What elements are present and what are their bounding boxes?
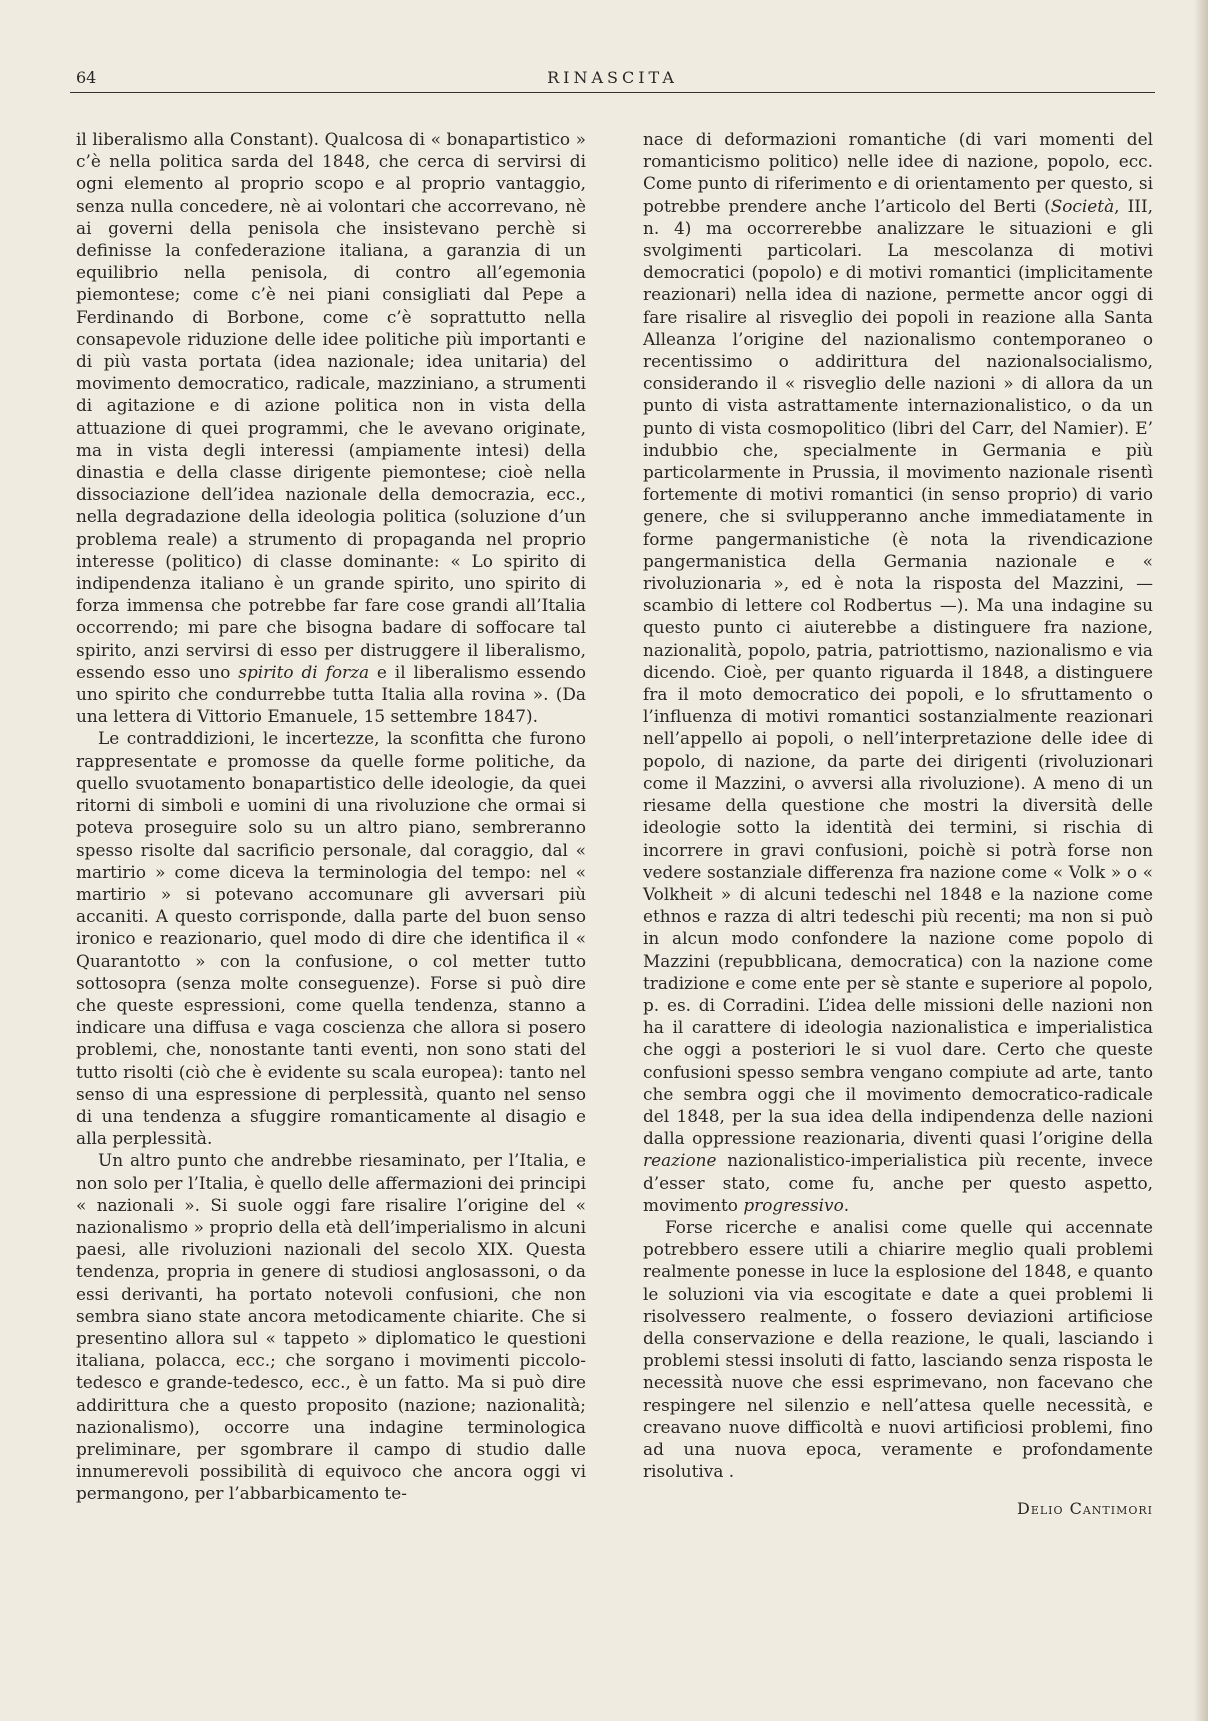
paragraph-4-emphasis-c: progressivo (743, 1194, 844, 1215)
paragraph-4 (643, 128, 1153, 1216)
paragraph-4-text-c: nazionalistico-imperialistica più recente, invece d’esser stato, come fu, anche per questo aspetto, movimento (643, 1150, 1153, 1215)
paragraph-4-text-b: , III, n. 4) ma occorrerebbe analizzare le situazioni e gli svolgimenti particolari. La mescolanza di motivi democratici (popolo) e di motivi romantici (implicitamente reazionari) nella idea di nazione, permette ancor oggi di fare risalire al risveglio dei popoli in reazione alla Santa Alleanza l’origine del nazionalismo contemporaneo o recentissimo o addirittura del nazionalsocialismo, considerando il « risveglio delle nazioni » di allora da un punto di vista astrattamente internazionalistico, o da un punto di vista cosmopolitico (libri del Carr, del Namier). E’ indubbio che, specialmente in Germania e più particolarmente in Prussia, il movimento nazionale risentì fortemente di motivi romantici (in senso proprio) di vario genere, che si svilupperanno anche immediatamente in forme pangermanistiche (è nota la rivendicazione pangermanistica della Germania nazionale e « rivoluzionaria », ed è nota la risposta del Mazzini, — scambio di lettere col Rodbertus —). Ma una indagine su questo punto ci aiuterebbe a distinguere fra nazione, nazionalità, popolo, patria, patriottismo, nazionalismo e via dicendo. Cioè, per quanto riguarda il 1848, a distinguere fra il moto democratico dei popoli, e lo sfruttamento o l’influenza di motivi romantici sostanzialmente reazionari nell’appello ai popoli, o nell’interpretazione delle idee di popolo, di nazione, da parte dei dirigenti (rivoluzionari come il Mazzini, o avversi alla rivoluzione). A meno di un riesame della questione che mostri la diversità delle ideologie sotto la identità dei termini, si rischia di incorrere in gravi confusioni, poichè si potrà forse non vedere sostanziale differenza fra nazione come « Volk » o « Volkheit » di alcuni tedeschi nel 1848 e la nazione come ethnos e razza di altri tedeschi più recenti; ma non si può in alcun modo confondere la nazione come popolo di Mazzini (repubblicana, democratica) con la nazione come tradizione e come ente per sè stante e superiore al popolo, p. es. di Corradini. L’idea delle missioni delle nazioni non ha il carattere di ideologia nazionalistica e imperialistica che oggi a posteriori le si vuol dare. Certo che queste confusioni spesso sembra vengano compiute ad arte, tanto che sembra oggi che il movimento democratico-radicale del 1848, per la sua idea della indipendenza delle nazioni dalla oppressione reazionaria, diventi quasi l’origine della (643, 195, 1153, 1149)
paragraph-4-text-d: . (843, 1194, 850, 1215)
left-column (76, 128, 586, 1505)
paragraph-4-text-a: nace di deformazioni romantiche (di vari momenti del romanticismo politico) nelle idee di nazione, popolo, ecc. Come punto di riferimento e di orientamento per questo, si potrebbe prendere anche l’articolo del Berti ( (643, 129, 1153, 216)
page-header (70, 60, 1155, 100)
author-signature: Delio Cantimori (1016, 1499, 1153, 1519)
paragraph-1-emphasis: spirito di forza (238, 661, 370, 682)
header-rule (70, 92, 1155, 93)
paragraph-1-text: il liberalismo alla Constant). Qualcosa di « bonapartistico » c’è nella politica sarda del 1848, che cerca di servirsi di ogni elemento al proprio scopo e al proprio vantaggio, senza nulla concedere, nè ai volontari che accorrevano, nè ai governi della penisola che insistevano perchè si definisse la confederazione italiana, a garanzia di un equilibrio nella penisola, di contro all’egemonia piemontese; come c’è nei piani consigliati dal Pepe a Ferdinando di Borbone, come c’è soprattutto nella consapevole riduzione delle idee politiche più importanti e di più vasta portata (idea nazionale; idea unitaria) del movimento democratico, radicale, mazziniano, a strumenti di agitazione e di azione politica non in vista della attuazione di quei programmi, che le avevano originate, ma in vista degli interessi (ampiamente intesi) della dinastia e della classe dirigente piemontese; cioè nella dissociazione dell’idea nazionale della democrazia, ecc., nella degradazione della ideologia politica (soluzione d’un problema reale) a strumento di propaganda nel proprio interesse (politico) di classe dominante: « Lo spirito di indipendenza italiano è un grande spirito, uno spirito di forza immensa che potrebbe far fare cose grandi all’Italia occorrendo; mi pare che bisogna badare di soffocare tal spirito, anzi servirsi di esso per distruggere il liberalismo, essendo esso uno (76, 129, 586, 682)
paragraph-4-emphasis-a: Società (1050, 195, 1115, 216)
running-title: RINASCITA (547, 68, 678, 87)
paragraph-1 (76, 128, 586, 727)
paragraph-5: Forse ricerche e analisi come quelle qui accennate potrebbero essere utili a chiarire meglio quali problemi realmente ponesse in luce la esplosione del 1848, e quanto le soluzioni via via escogitate e date a quei problemi li risolvessero realmente, o fossero deviazioni artificiose della conservazione e della reazione, le quali, lasciando i problemi stessi insoluti di fatto, lasciando senza risposta le necessità nuove che essi esprimevano, non facevano che respingere nel silenzio e nell’attesa quelle necessità, e creavano nuove difficoltà e nuovi artificiosi problemi, fino ad una nuova epoca, veramente e profondamente risolutiva . (643, 1216, 1153, 1482)
paragraph-3: Un altro punto che andrebbe riesaminato, per l’Italia, e non solo per l’Italia, è quello delle affermazioni dei principi « nazionali ». Si suole oggi fare risalire l’origine del « nazionalismo » proprio della età dell’imperialismo in alcuni paesi, alle rivoluzioni nazionali del secolo XIX. Questa tendenza, propria in genere di studiosi anglosassoni, o da essi derivanti, ha portato notevoli confusioni, che non sembra siano state ancora metodicamente chiarite. Che si presentino allora sul « tappeto » diplomatico le questioni italiana, polacca, ecc.; che sorgano i movimenti piccolo-tedesco e grande-tedesco, ecc., è un fatto. Ma si può dire addirittura che a questo proposito (nazione; nazionalità; nazionalismo), occorre una indagine terminologica preliminare, per sgombrare il campo di studio dalle innumerevoli possibilità di equivoco che ancora oggi vi permangono, per l’abbarbicamento te- (76, 1150, 586, 1504)
paragraph-4-emphasis-b: reazione (643, 1150, 717, 1171)
right-column (643, 128, 1153, 1521)
page-edge-shadow (1194, 0, 1208, 1721)
page-number: 64 (76, 68, 97, 87)
paragraph-1-end: e il liberalismo essendo uno spirito che condurrebbe tutta Italia alla rovina ». (Da una lettera di Vittorio Emanuele, 15 settembre 1847). (76, 661, 586, 727)
paragraph-2: Le contraddizioni, le incertezze, la sconfitta che furono rappresentate e promosse da quelle forme politiche, da quello svuotamento bonapartistico delle ideologie, da quei ritorni di simboli e uomini di una rivoluzione che ormai si poteva proseguire solo su un altro piano, sembreranno spesso risolte dal sacrificio personale, dal coraggio, dal « martirio » come diceva la terminologia del tempo: nel « martirio » si potevano accomunare gli avversari più accaniti. A questo corrisponde, dalla parte del buon senso ironico e reazionario, quel modo di dire che identifica il « Quarantotto » con la confusione, o col metter tutto sottosopra (senza molte conseguenze). Forse si può dire che queste espressioni, come quella tendenza, stanno a indicare una diffusa e vaga coscienza che allora si posero problemi, che, nonostante tanti eventi, non sono stati del tutto risolti (ciò che è evidente su scala europea): tanto nel senso di una espressione di perplessità, quanto nel senso di una tendenza a sfuggire romanticamente al disagio e alla perplessità. (76, 728, 586, 1149)
